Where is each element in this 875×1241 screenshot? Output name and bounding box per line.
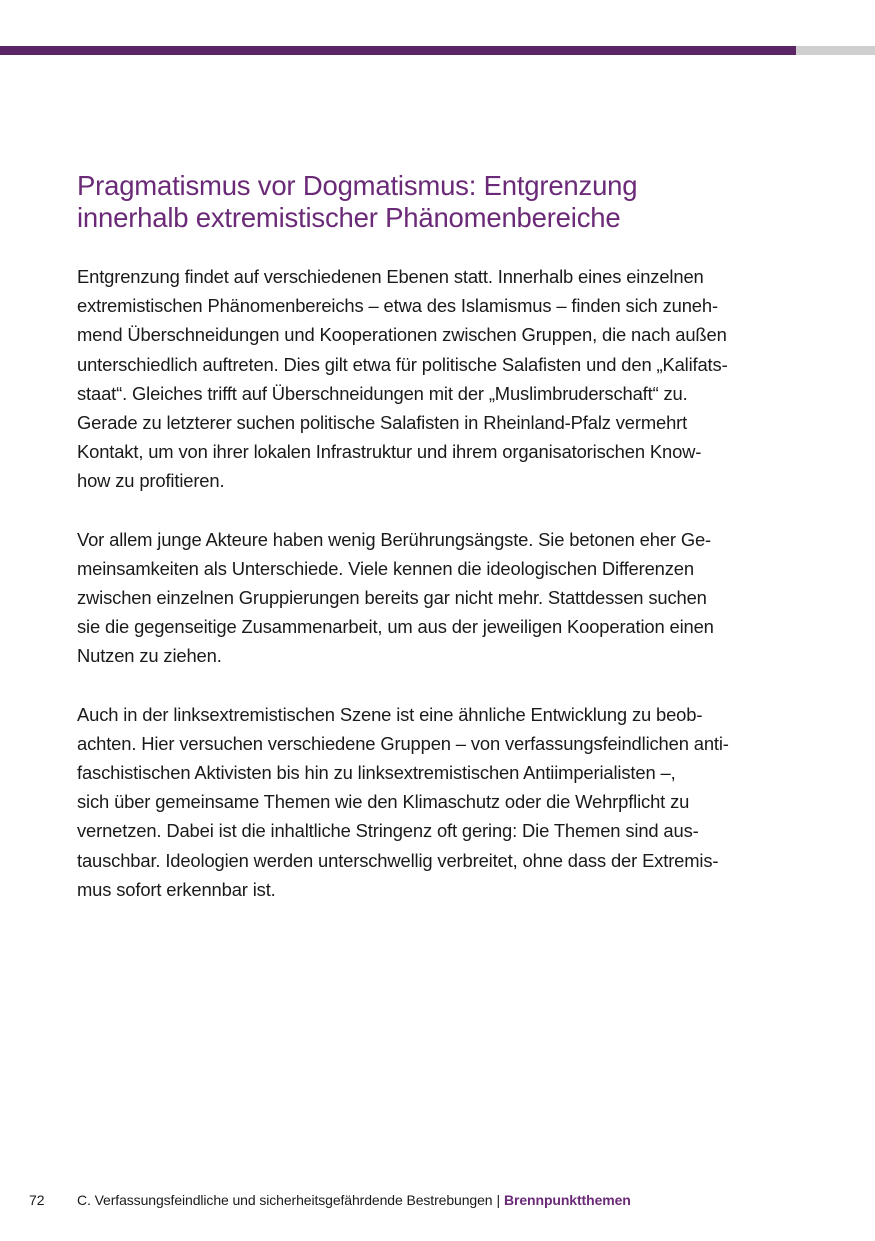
paragraph-3	[77, 700, 797, 904]
text-line: Nutzen zu ziehen.	[77, 645, 222, 667]
text-line: sich über gemeinsame Themen wie den Klimaschutz oder die Wehrpflicht zu	[77, 791, 690, 813]
text-line: vernetzen. Dabei ist die inhaltliche Stringenz oft gering: Die Themen sind aus-	[77, 820, 699, 842]
header-secondary-bar	[796, 46, 875, 55]
text-line: unterschiedlich auftreten. Dies gilt etwa für politische Salafisten und den „Kalifats-	[77, 353, 728, 375]
heading-line: Pragmatismus vor Dogmatismus: Entgrenzung	[77, 170, 638, 201]
text-line: sie die gegenseitige Zusammenarbeit, um aus der jeweiligen Kooperation einen	[77, 616, 714, 638]
footer-chapter-title: C. Verfassungsfeindliche und sicherheitsgefährdende Bestrebungen	[77, 1192, 493, 1208]
header-accent-bar	[0, 46, 796, 55]
text-line: achten. Hier versuchen verschiedene Gruppen – von verfassungsfeindlichen anti-	[77, 732, 729, 754]
text-line: Auch in der linksextremistischen Szene ist eine ähnliche Entwicklung zu beob-	[77, 703, 703, 725]
text-line: faschistischen Aktivisten bis hin zu linksextremistischen Antiimperialisten –,	[77, 762, 676, 784]
text-line: Gerade zu letzterer suchen politische Salafisten in Rheinland-Pfalz vermehrt	[77, 412, 688, 434]
text-line: zwischen einzelnen Gruppierungen bereits gar nicht mehr. Stattdessen suchen	[77, 587, 707, 609]
footer-running-title	[77, 1189, 631, 1211]
section-heading	[77, 170, 797, 234]
text-line: extremistischen Phänomenbereichs – etwa des Islamismus – finden sich zuneh-	[77, 295, 718, 317]
footer-separator: |	[496, 1192, 500, 1208]
text-line: Kontakt, um von ihrer lokalen Infrastruktur und ihrem organisatorischen Know-	[77, 441, 702, 463]
body-text	[77, 262, 797, 933]
text-line: staat“. Gleiches trifft auf Überschneidungen mit der „Muslimbruderschaft“ zu.	[77, 382, 688, 404]
text-line: mus sofort erkennbar ist.	[77, 878, 276, 900]
paragraph-1	[77, 262, 797, 496]
paragraph-2	[77, 525, 797, 671]
footer-section-title: Brennpunktthemen	[504, 1192, 631, 1208]
text-line: Vor allem junge Akteure haben wenig Berührungsängste. Sie betonen eher Ge-	[77, 528, 712, 550]
heading-line: innerhalb extremistischer Phänomenbereiche	[77, 202, 621, 233]
page-number: 72	[29, 1192, 45, 1208]
text-line: tauschbar. Ideologien werden unterschwellig verbreitet, ohne dass der Extremis-	[77, 849, 719, 871]
text-line: Entgrenzung findet auf verschiedenen Ebenen statt. Innerhalb eines einzelnen	[77, 266, 704, 287]
text-line: meinsamkeiten als Unterschiede. Viele kennen die ideologischen Differenzen	[77, 557, 694, 579]
text-line: how zu profitieren.	[77, 470, 225, 492]
text-line: mend Überschneidungen und Kooperationen zwischen Gruppen, die nach außen	[77, 324, 727, 346]
page-footer	[0, 1189, 875, 1211]
